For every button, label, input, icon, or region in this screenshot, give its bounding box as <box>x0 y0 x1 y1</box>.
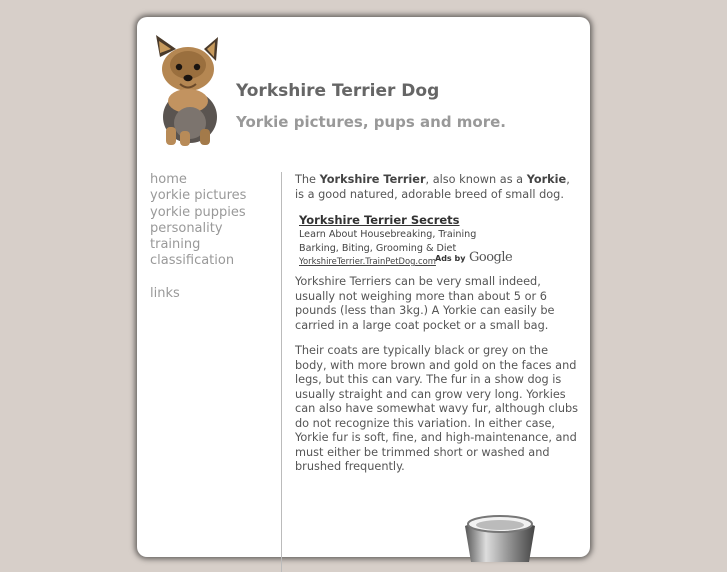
intro-bold-nickname: Yorkie <box>526 173 567 186</box>
nav-link-yorkie-pictures[interactable]: yorkie pictures <box>150 188 247 204</box>
site-subtitle: Yorkie pictures, pups and more. <box>236 113 507 131</box>
ad-url-link[interactable]: YorkshireTerrier.TrainPetDog.com <box>299 256 436 266</box>
coat-paragraph: Their coats are typically black or grey on the body, with more brown and gold on the faces and legs, but this can vary. The fur in a show dog is usually straight and can grow very long. Yorkies can also have somewhat wavy fur, although clubs do not recognize this variation. In either case, Yorkie fur is soft, fine, and high-maintenance, and must either be trimmed short or washed and brushed frequently. <box>295 344 579 473</box>
main-content <box>295 173 580 486</box>
nav-link-home[interactable]: home <box>150 172 187 187</box>
google-ad-unit <box>299 213 580 265</box>
nav-link-classification[interactable]: classification <box>150 253 235 269</box>
nav-link-yorkie-puppies[interactable]: yorkie puppies <box>150 204 246 220</box>
page-card <box>137 17 590 557</box>
ad-description-line2: Barking, Biting, Grooming & Diet <box>299 242 457 254</box>
nav-link-training[interactable]: training <box>150 237 201 253</box>
nav-link-personality[interactable]: personality <box>150 220 223 236</box>
intro-paragraph <box>295 173 580 202</box>
yorkie-logo-image <box>152 35 228 147</box>
column-divider <box>281 172 282 572</box>
sidebar-nav <box>150 172 275 302</box>
size-paragraph: Yorkshire Terriers can be very small indeed, usually not weighing more than about 5 or 6 pounds (less than 3kg.) A Yorkie can easily be carried in a large coat pocket or a small bag. <box>295 275 555 332</box>
ads-by-google-label[interactable] <box>435 251 512 267</box>
google-logo-icon: Google <box>469 250 513 265</box>
intro-bold-breed: Yorkshire Terrier <box>319 173 426 186</box>
dog-bowl-image <box>463 512 537 562</box>
ad-title-link[interactable]: Yorkshire Terrier Secrets <box>299 213 460 227</box>
intro-text-start: The <box>295 173 320 186</box>
nav-link-links[interactable]: links <box>150 285 180 301</box>
intro-text-end: , is a good natured, adorable breed of small dog. <box>295 173 570 201</box>
ads-by-text: Ads by <box>435 254 466 263</box>
intro-text-middle: , also known as a <box>425 173 527 186</box>
ad-description-line1: Learn About Housebreaking, Training <box>299 229 477 240</box>
site-title: Yorkshire Terrier Dog <box>236 81 440 101</box>
